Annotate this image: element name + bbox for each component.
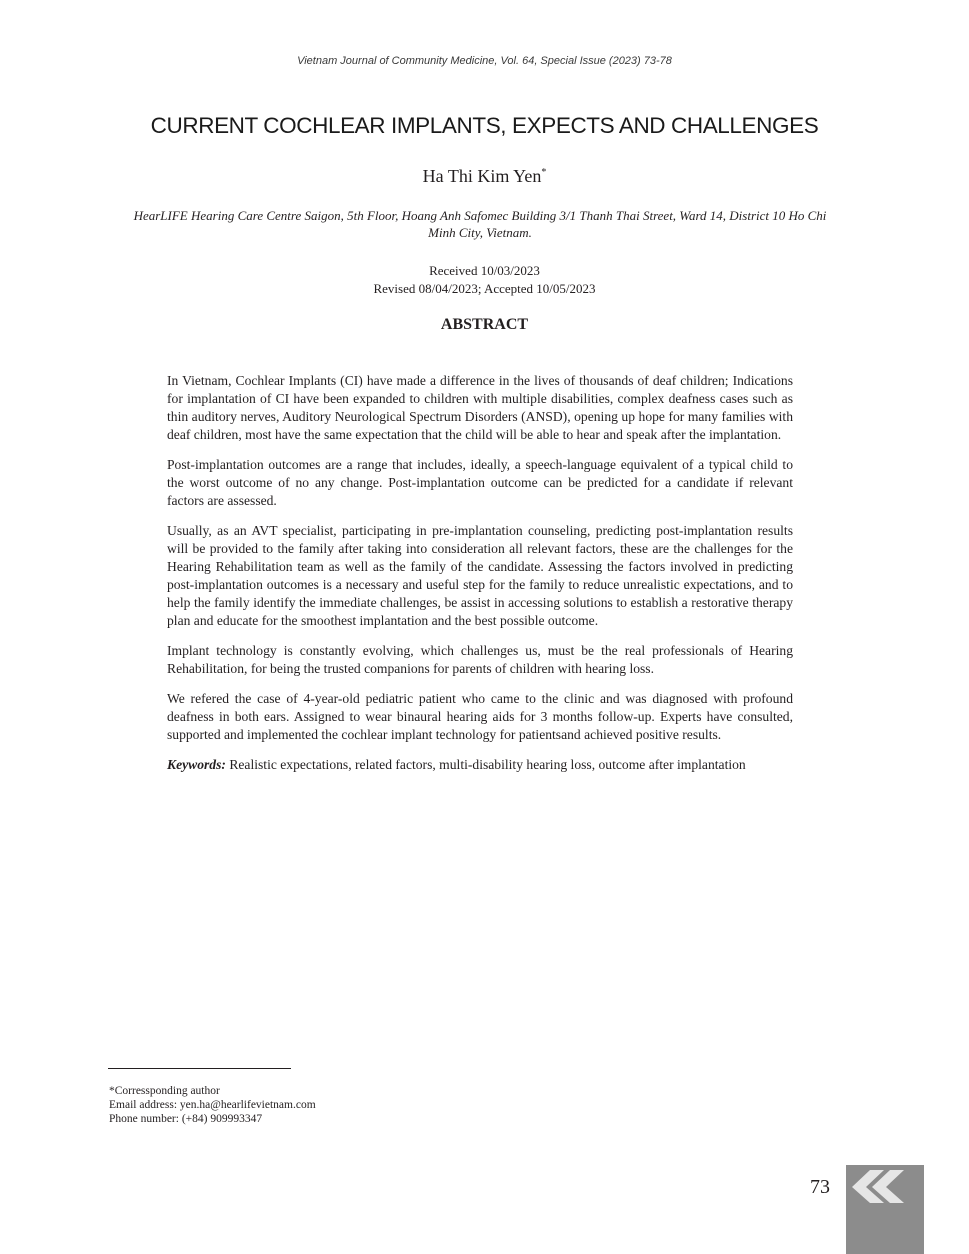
author-affiliation: HearLIFE Hearing Care Centre Saigon, 5th Floor, Hoang Anh Safomec Building 3/1 Thanh Thai Street, Ward 14, District 10 Ho Chi Minh City, Vietnam. — [133, 208, 827, 240]
email-address: Email address: yen.ha@hearlifevietnam.com — [109, 1099, 316, 1111]
phone-number: Phone number: (+84) 909993347 — [109, 1113, 263, 1125]
author-name: Ha Thi Kim Yen — [422, 166, 542, 186]
double-chevron-left-icon — [846, 1165, 924, 1254]
abstract-paragraph: Post-implantation outcomes are a range that includes, ideally, a speech-language equivalent of a typical child to the worst outcome of no any change. Post-implantation outcome can be predicted for a candidate if relevant factors are assessed. — [167, 457, 793, 508]
page-number: 73 — [810, 1176, 830, 1198]
keywords-label: Keywords: — [167, 757, 226, 772]
journal-citation: Vietnam Journal of Community Medicine, Vol. 64, Special Issue (2023) 73-78 — [297, 55, 672, 67]
author-footnote-mark: * — [541, 167, 547, 178]
abstract-paragraph: Implant technology is constantly evolving, which challenges us, must be the real professionals of Hearing Rehabilitation, for being the trusted companions for parents of children with hearing loss. — [167, 643, 793, 676]
keywords — [167, 756, 793, 774]
abstract-heading: ABSTRACT — [440, 316, 529, 333]
article-dates — [0, 262, 969, 298]
article-title: CURRENT COCHLEAR IMPLANTS, EXPECTS AND CHALLENGES — [150, 113, 819, 138]
corresponding-author-note: *Corressponding author — [109, 1085, 220, 1097]
page-edge-tab — [846, 1165, 924, 1254]
footnote-divider — [108, 1068, 291, 1069]
abstract-paragraph: Usually, as an AVT specialist, participating in pre-implantation counseling, predicting post-implantation results will be provided to the family after taking into consideration all relevant factors, these are the challenges for the Hearing Rehabilitation team as well as the family of the candidate. Assessing the factors involved in predicting post-implantation outcomes is a necessary and useful step for the family to reduce unrealistic expectations, and to help the family identify the immediate challenges, be assist in accessing solutions to establish a restorative therapy plan and educate for the smoothest implantation and the best possible outcome. — [167, 523, 793, 628]
keywords-text: Realistic expectations, related factors, multi-disability hearing loss, outcome after implantation — [229, 757, 746, 772]
abstract-body — [167, 372, 793, 786]
received-date: Received 10/03/2023 — [429, 263, 540, 278]
author-line — [0, 166, 969, 187]
abstract-paragraph: We refered the case of 4-year-old pediatric patient who came to the clinic and was diagnosed with profound deafness in both ears. Assigned to wear binaural hearing aids for 3 months follow-up. Experts have consulted, supported and implemented the cochlear implant technology for patientsand achieved positive results. — [167, 691, 793, 742]
abstract-paragraph: In Vietnam, Cochlear Implants (CI) have made a difference in the lives of thousands of deaf children; Indications for implantation of CI have been expanded to children with multiple disabilities, complex deafness cases such as thin auditory nerves, Auditory Neurological Spectrum Disorders (ANSD), opening up hope for many families with deaf children, most have the same expectation that the child will be able to hear and speak after the implantation. — [167, 373, 793, 442]
revised-accepted-date: Revised 08/04/2023; Accepted 10/05/2023 — [373, 281, 596, 296]
footnote — [109, 1084, 316, 1126]
